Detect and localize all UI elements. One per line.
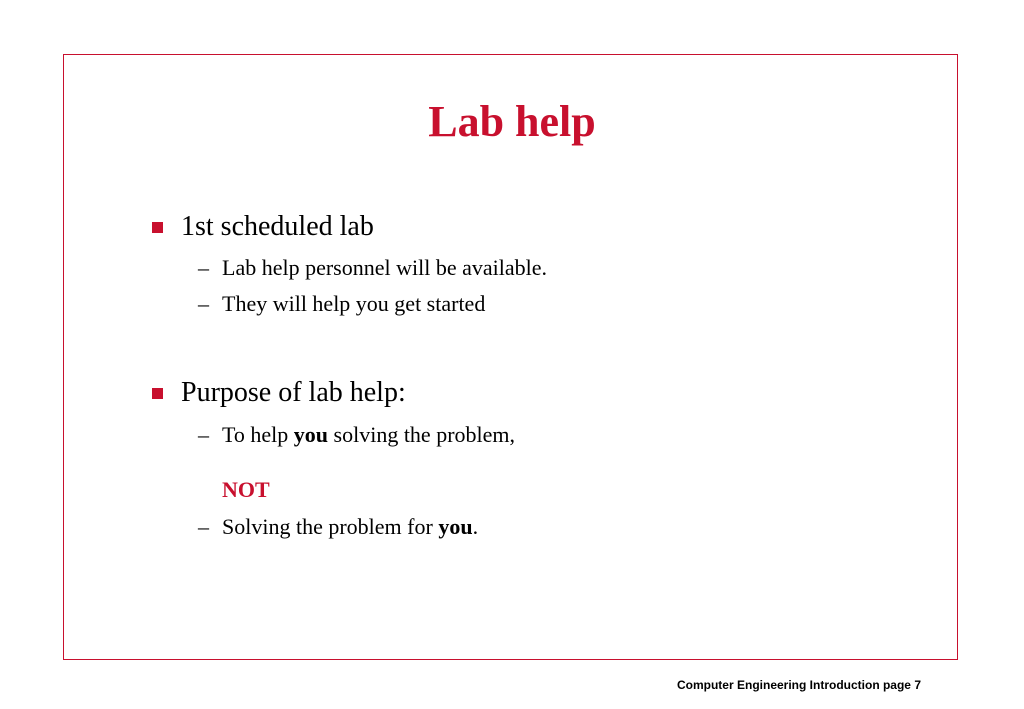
bullet-label: 1st scheduled lab xyxy=(181,211,374,242)
sub-bullet-text-post: . xyxy=(472,514,479,539)
dash-icon: – xyxy=(198,291,209,316)
slide-footer: Computer Engineering Introduction page 7 xyxy=(676,678,921,692)
sub-bullet-text: Lab help personnel will be available. xyxy=(222,255,547,280)
sub-bullet-text: They will help you get started xyxy=(222,291,486,316)
dash-icon: – xyxy=(198,514,209,539)
dash-icon: – xyxy=(198,422,209,447)
not-emphasis: NOT xyxy=(222,477,270,502)
bullet-purpose xyxy=(152,376,406,410)
square-bullet-icon xyxy=(152,388,163,399)
sub-bullet-text-pre: Solving the problem for xyxy=(222,514,439,539)
sub-bullet-get-started xyxy=(198,290,485,318)
square-bullet-icon xyxy=(152,222,163,233)
sub-bullet-text-post: solving the problem, xyxy=(328,422,516,447)
sub-bullet-personnel xyxy=(198,254,547,282)
bullet-label: Purpose of lab help: xyxy=(181,377,406,408)
slide-title: Lab help xyxy=(428,97,596,146)
emphasis-you: you xyxy=(293,422,329,447)
bullet-scheduled-lab xyxy=(152,210,374,244)
sub-bullet-solving-for-you xyxy=(198,513,478,541)
emphasis-you: you xyxy=(438,514,473,539)
sub-bullet-text-pre: To help xyxy=(222,422,294,447)
sub-bullet-to-help xyxy=(198,421,515,449)
dash-icon: – xyxy=(198,255,209,280)
